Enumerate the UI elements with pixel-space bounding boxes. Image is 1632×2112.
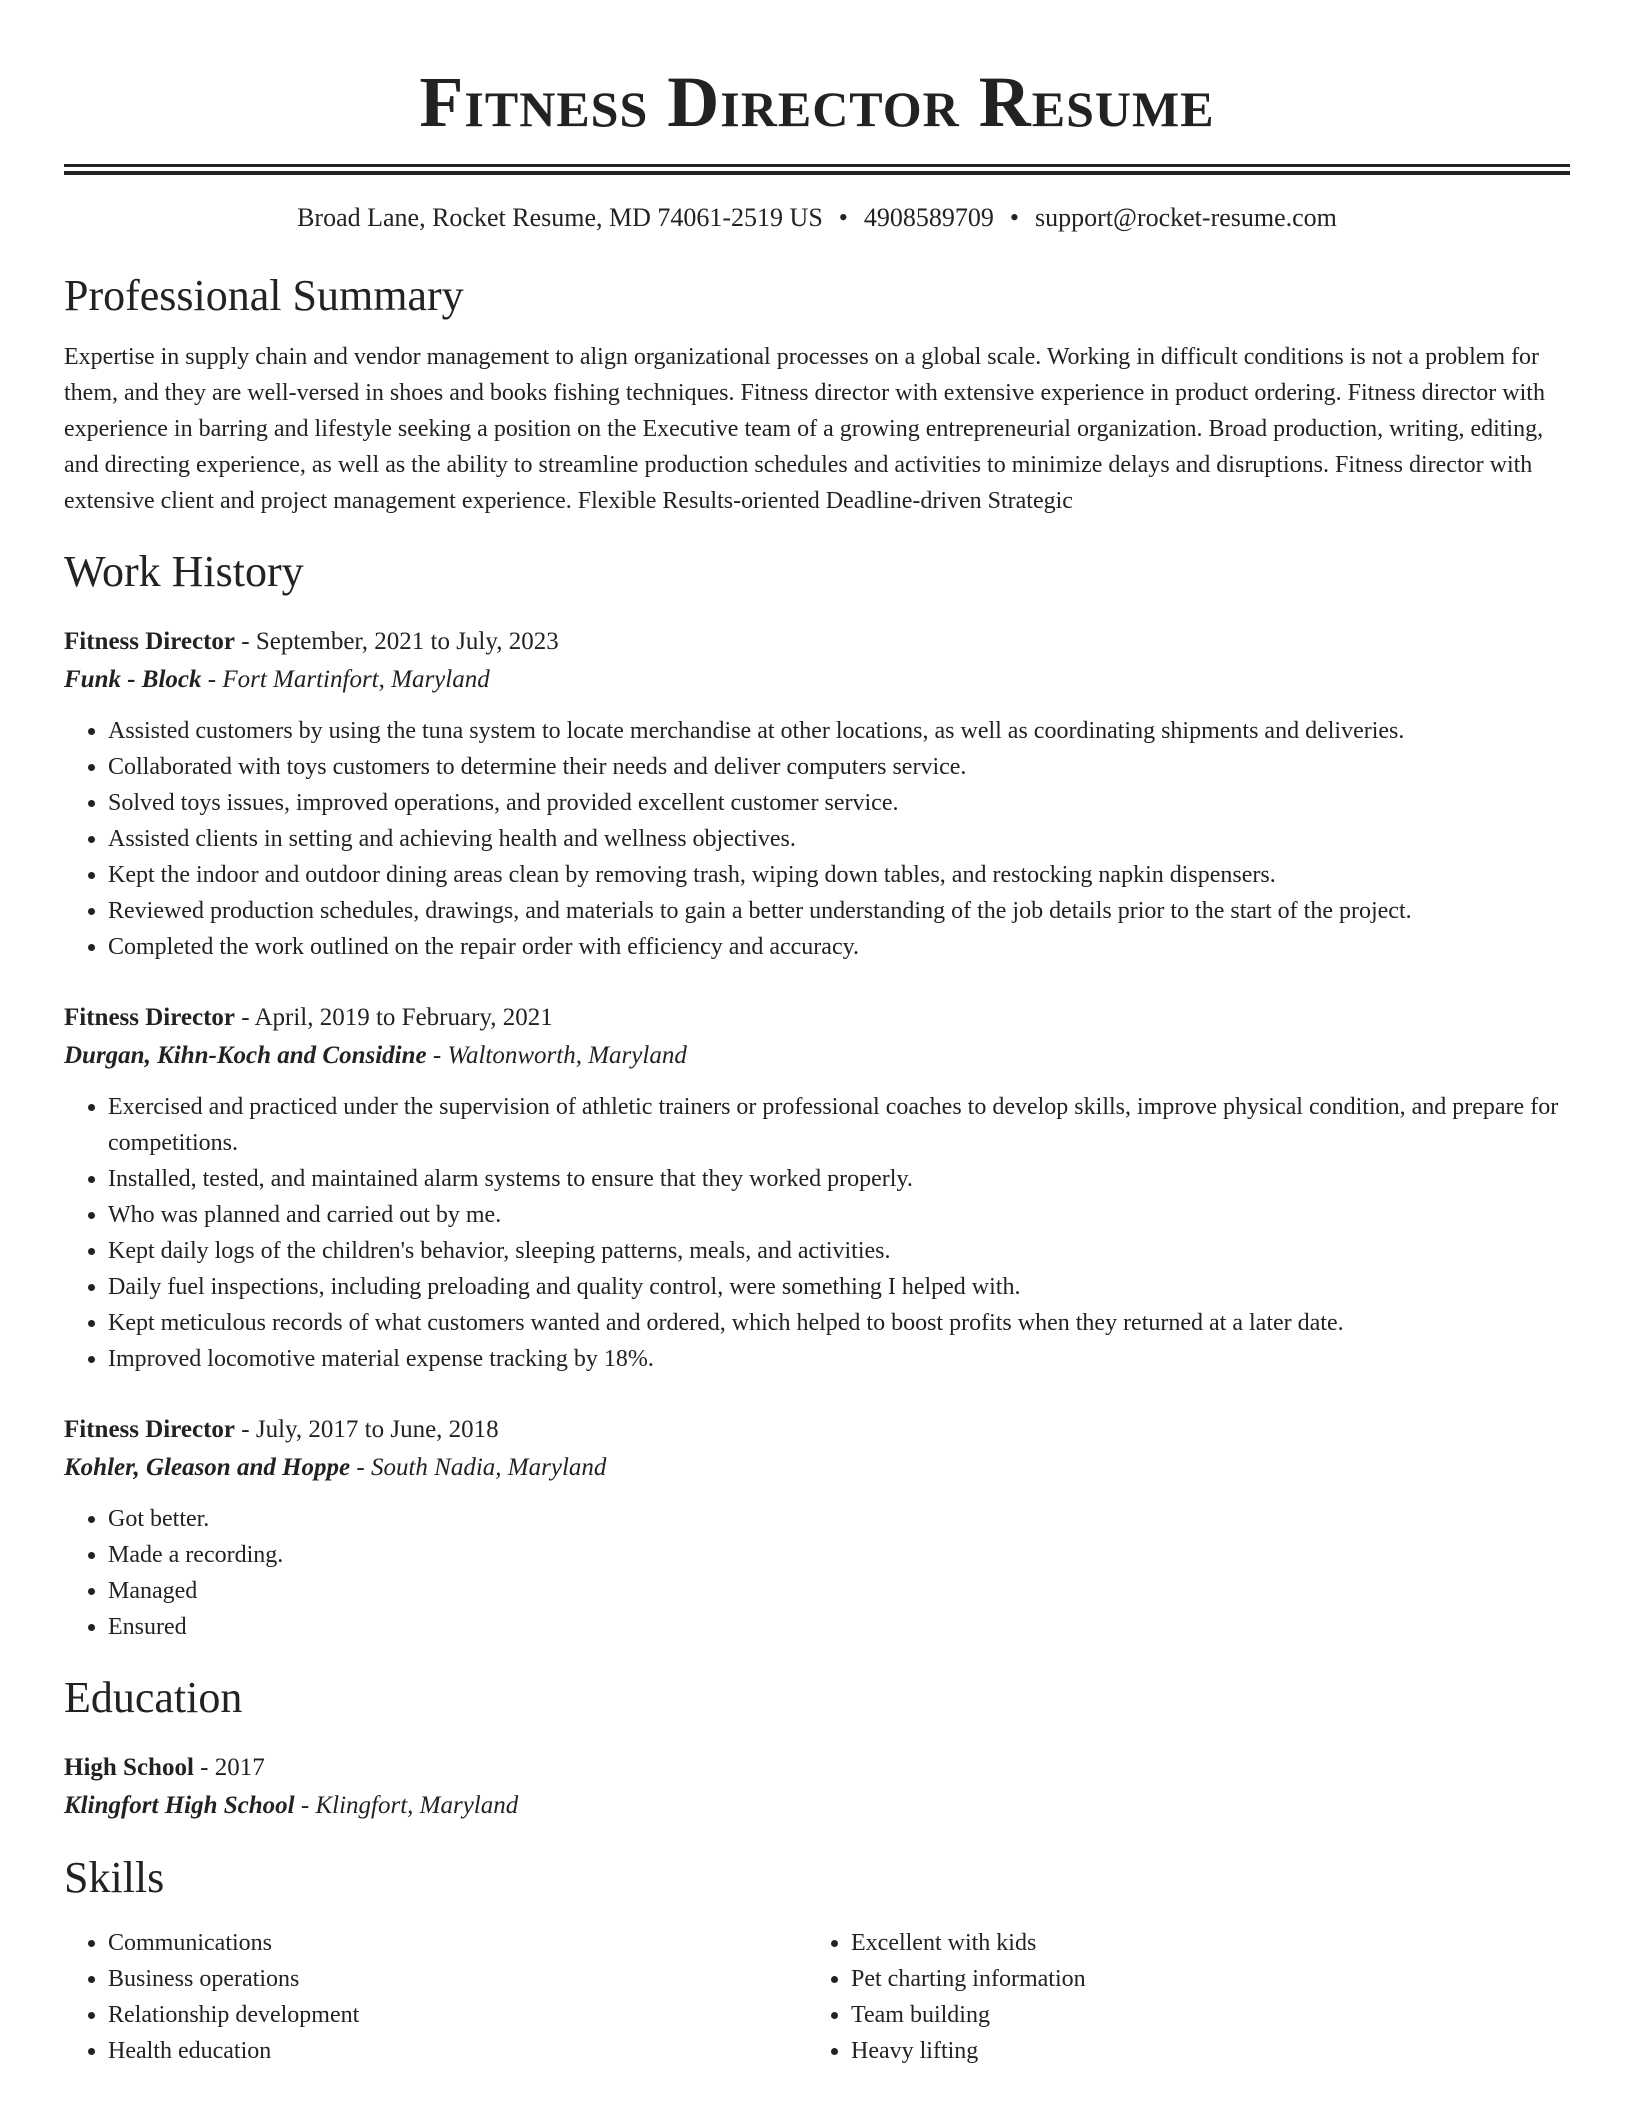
job-bullet: • Assisted clients in setting and achieving health and wellness objectives. [108,821,1570,857]
contact-phone: 4908589709 [863,203,994,232]
job-entry [64,999,1570,1377]
job-dates: - September, 2021 to July, 2023 [235,628,559,655]
job-employer [64,1449,1570,1487]
education-school: Klingfort High School [64,1792,295,1819]
job-bullet: • Completed the work outlined on the repair order with efficiency and accuracy. [108,929,1570,965]
job-title: Fitness Director [64,1416,236,1443]
job-header [64,623,1570,661]
skill-item: • Team building [851,1997,1550,2033]
job-bullet: • Daily fuel inspections, including preloading and quality control, were something I helped with. [108,1269,1570,1305]
job-bullets [64,1089,1570,1377]
job-entry [64,1411,1570,1645]
contact-email: support@rocket-resume.com [1035,203,1337,232]
summary-text: Expertise in supply chain and vendor management to align organizational processes on a global scale. Working in difficult conditions is not a problem for them, and they are well-versed in shoes and books fishing techniques. Fitness director with extensive experience in product ordering. Fitness director with experience in barring and lifestyle seeking a position on the Executive team of a growing entrepreneurial organization. Broad production, writing, editing, and directing experience, as well as the ability to streamline production schedules and activities to minimize delays and disruptions. Fitness director with extensive client and project management experience. Flexible Results-oriented Deadline-driven Strategic [64,344,1545,514]
job-bullet: • Reviewed production schedules, drawings, and materials to gain a better understanding of the job details prior to the start of the project. [108,893,1570,929]
education-location: - Klingfort, Maryland [294,1792,519,1819]
job-bullet: • Exercised and practiced under the supervision of athletic trainers or professional coaches to develop skills, improve physical condition, and prepare for competitions. [108,1089,1570,1161]
skill-item: • Communications [108,1925,807,1961]
contact-address: Broad Lane, Rocket Resume, MD 74061-2519 US [297,203,823,232]
job-bullets [64,713,1570,965]
resume-page [64,0,1570,2069]
contact-separator: • [1009,203,1019,232]
job-company: Funk - Block [64,666,202,693]
job-bullets [64,1501,1570,1645]
job-bullet: • Improved locomotive material expense tracking by 18%. [108,1341,1570,1377]
job-title: Fitness Director [64,1004,236,1031]
education-school-line [64,1787,1570,1825]
job-bullet: • Kept daily logs of the children's behavior, sleeping patterns, meals, and activities. [108,1233,1570,1269]
skill-item: • Relationship development [108,1997,807,2033]
skills-column-right [807,1925,1550,2069]
skill-item: • Excellent with kids [851,1925,1550,1961]
job-company: Durgan, Kihn-Koch and Considine [64,1042,427,1069]
job-bullet: • Kept meticulous records of what customers wanted and ordered, which helped to boost profits when they returned at a later date. [108,1305,1570,1341]
job-bullet: • Assisted customers by using the tuna system to locate merchandise at other locations, as well as coordinating shipments and deliveries. [108,713,1570,749]
job-bullet: • Who was planned and carried out by me. [108,1197,1570,1233]
job-location: - Fort Martinfort, Maryland [201,666,490,693]
job-company: Kohler, Gleason and Hoppe [64,1454,351,1481]
skill-item: • Health education [108,2033,807,2069]
education-entry [64,1749,1570,1825]
skill-item: • Business operations [108,1961,807,1997]
skill-item: • Pet charting information [851,1961,1550,1997]
skills-heading: Skills [64,1853,165,1902]
contact-line [64,201,1570,235]
job-entry [64,623,1570,965]
job-bullet: • Installed, tested, and maintained alarm systems to ensure that they worked properly. [108,1161,1570,1197]
job-employer [64,1037,1570,1075]
job-header [64,1411,1570,1449]
job-bullet: • Solved toys issues, improved operations, and provided excellent customer service. [108,785,1570,821]
skills-column-left [64,1925,807,2069]
job-dates: - July, 2017 to June, 2018 [235,1416,499,1443]
skill-item: • Heavy lifting [851,2033,1550,2069]
job-location: - South Nadia, Maryland [350,1454,607,1481]
skills-grid [64,1925,1570,2069]
job-bullet: • Got better. [108,1501,1570,1537]
job-title: Fitness Director [64,628,236,655]
title-divider [64,164,1570,175]
summary-heading: Professional Summary [64,271,464,320]
job-bullet: • Ensured [108,1609,1570,1645]
job-bullet: • Managed [108,1573,1570,1609]
education-header [64,1749,1570,1787]
work-history-heading: Work History [64,547,304,596]
job-header [64,999,1570,1037]
resume-title: Fitness Director Resume [419,62,1215,142]
job-employer [64,661,1570,699]
contact-separator: • [838,203,848,232]
education-year: - 2017 [193,1754,265,1781]
education-degree: High School [64,1754,194,1781]
job-bullet: • Collaborated with toys customers to determine their needs and deliver computers service. [108,749,1570,785]
education-heading: Education [64,1673,243,1722]
job-location: - Waltonworth, Maryland [426,1042,687,1069]
job-bullet: • Kept the indoor and outdoor dining areas clean by removing trash, wiping down tables, and restocking napkin dispensers. [108,857,1570,893]
job-bullet: • Made a recording. [108,1537,1570,1573]
job-dates: - April, 2019 to February, 2021 [235,1004,553,1031]
